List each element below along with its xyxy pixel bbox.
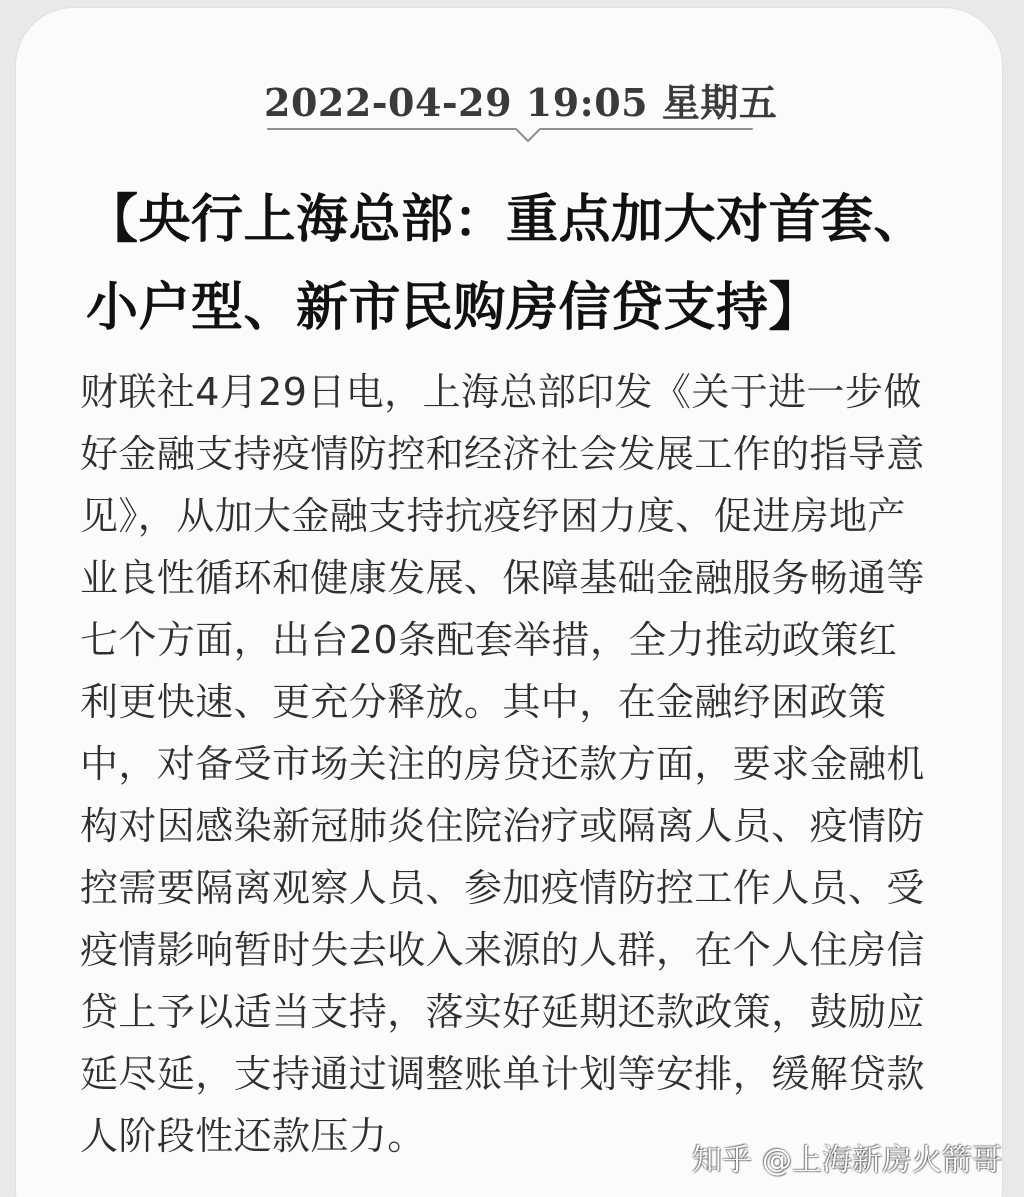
date-header xyxy=(264,72,778,146)
body-line: 疫情影响暂时失去收入来源的人群，在个人住房信 xyxy=(80,928,925,972)
date-divider xyxy=(264,128,756,146)
article-card xyxy=(16,8,1002,1197)
watermark-brand: 知乎 xyxy=(692,1143,752,1178)
headline-line: 小户型、新市民购房信贷支持】 xyxy=(86,278,822,338)
article-body xyxy=(80,361,990,1167)
body-line: 七个方面，出台20条配套举措，全力推动政策红 xyxy=(80,618,898,662)
body-line: 延尽延，支持通过调整账单计划等安排，缓解贷款 xyxy=(80,1052,925,1096)
watermark xyxy=(692,1136,1002,1178)
publish-date: 2022-04-29 19:05 星期五 xyxy=(264,80,778,125)
body-line: 财联社4月29日电，上海总部印发《关于进一步做 xyxy=(80,370,922,414)
body-line: 构对因感染新冠肺炎住院治疗或隔离人员、疫情防 xyxy=(80,804,925,848)
body-line: 控需要隔离观察人员、参加疫情防控工作人员、受 xyxy=(80,866,925,910)
body-line: 业良性循环和健康发展、保障基础金融服务畅通等 xyxy=(80,556,925,600)
headline-line: 【央行上海总部：重点加大对首套、 xyxy=(86,190,927,250)
body-line: 人阶段性还款压力。 xyxy=(80,1114,426,1158)
body-line: 中，对备受市场关注的房贷还款方面，要求金融机 xyxy=(80,742,925,786)
body-line: 利更快速、更充分释放。其中，在金融纾困政策 xyxy=(80,680,887,724)
watermark-handle: @上海新房火箭哥 xyxy=(762,1143,1002,1178)
article-headline xyxy=(86,176,996,352)
body-line: 见》，从加大金融支持抗疫纾困力度、促进房地产 xyxy=(80,494,906,538)
body-line: 贷上予以适当支持，落实好延期还款政策，鼓励应 xyxy=(80,990,925,1034)
body-line: 好金融支持疫情防控和经济社会发展工作的指导意 xyxy=(80,432,925,476)
